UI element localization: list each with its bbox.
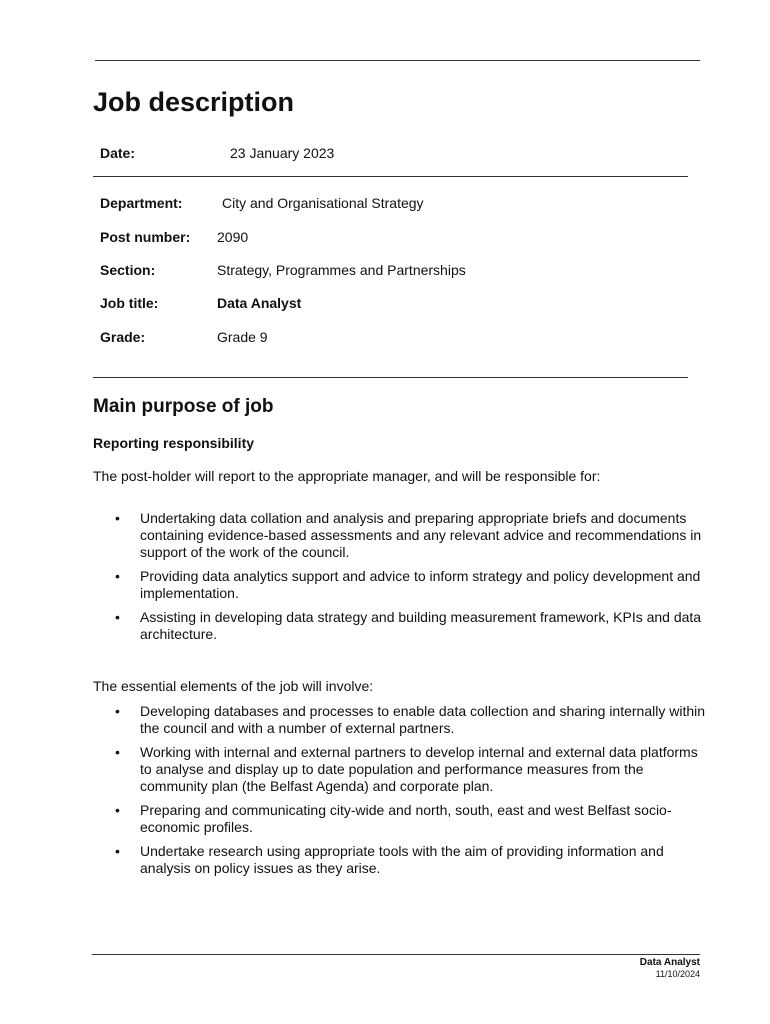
list-item: • Assisting in developing data strategy and building measurement framework, KPIs and data architecture. <box>93 609 713 643</box>
list-item: • Developing databases and processes to enable data collection and sharing internally within the council and with a number of external partners. <box>93 703 713 737</box>
section-value: Strategy, Programmes and Partnerships <box>217 262 466 278</box>
footer-date: 11/10/2024 <box>655 969 700 979</box>
responsibilities-list <box>93 510 713 650</box>
essential-elements-list <box>93 703 713 884</box>
page-title: Job description <box>93 87 295 117</box>
department-value: City and Organisational Strategy <box>222 195 424 211</box>
essential-elements-intro: The essential elements of the job will involve: <box>93 678 374 694</box>
list-item: • Undertaking data collation and analysis and preparing appropriate briefs and documents containing evidence-based assessments and any relevant advice and recommendations in support of the work of the council. <box>93 510 713 561</box>
job-title-label: Job title: <box>100 295 159 311</box>
header-divider <box>93 176 688 177</box>
department-label: Department: <box>100 195 183 211</box>
date-label: Date: <box>100 145 136 161</box>
job-title-value: Data Analyst <box>217 295 302 311</box>
details-divider <box>93 377 688 378</box>
date-value: 23 January 2023 <box>230 145 335 161</box>
top-rule <box>95 60 700 61</box>
footer-rule <box>92 954 700 955</box>
responsibility-intro: The post-holder will report to the appropriate manager, and will be responsible for: <box>93 468 601 484</box>
section-label: Section: <box>100 262 156 278</box>
list-item: • Preparing and communicating city-wide and north, south, east and west Belfast socio-economic profiles. <box>93 802 713 836</box>
post-number-value: 2090 <box>217 229 249 245</box>
grade-value: Grade 9 <box>217 329 268 345</box>
main-purpose-heading: Main purpose of job <box>93 396 274 417</box>
post-number-label: Post number: <box>100 229 191 245</box>
list-item: • Undertake research using appropriate tools with the aim of providing information and analysis on policy issues as they arise. <box>93 843 713 877</box>
list-item: • Providing data analytics support and advice to inform strategy and policy development and implementation. <box>93 568 713 602</box>
footer-job-title: Data Analyst <box>639 957 700 968</box>
list-item: • Working with internal and external partners to develop internal and external data platforms to analyse and display up to date population and performance measures from the community plan (the Belfast Agenda) and corporate plan. <box>93 744 713 795</box>
reporting-responsibility-heading: Reporting responsibility <box>93 435 255 451</box>
grade-label: Grade: <box>100 329 146 345</box>
